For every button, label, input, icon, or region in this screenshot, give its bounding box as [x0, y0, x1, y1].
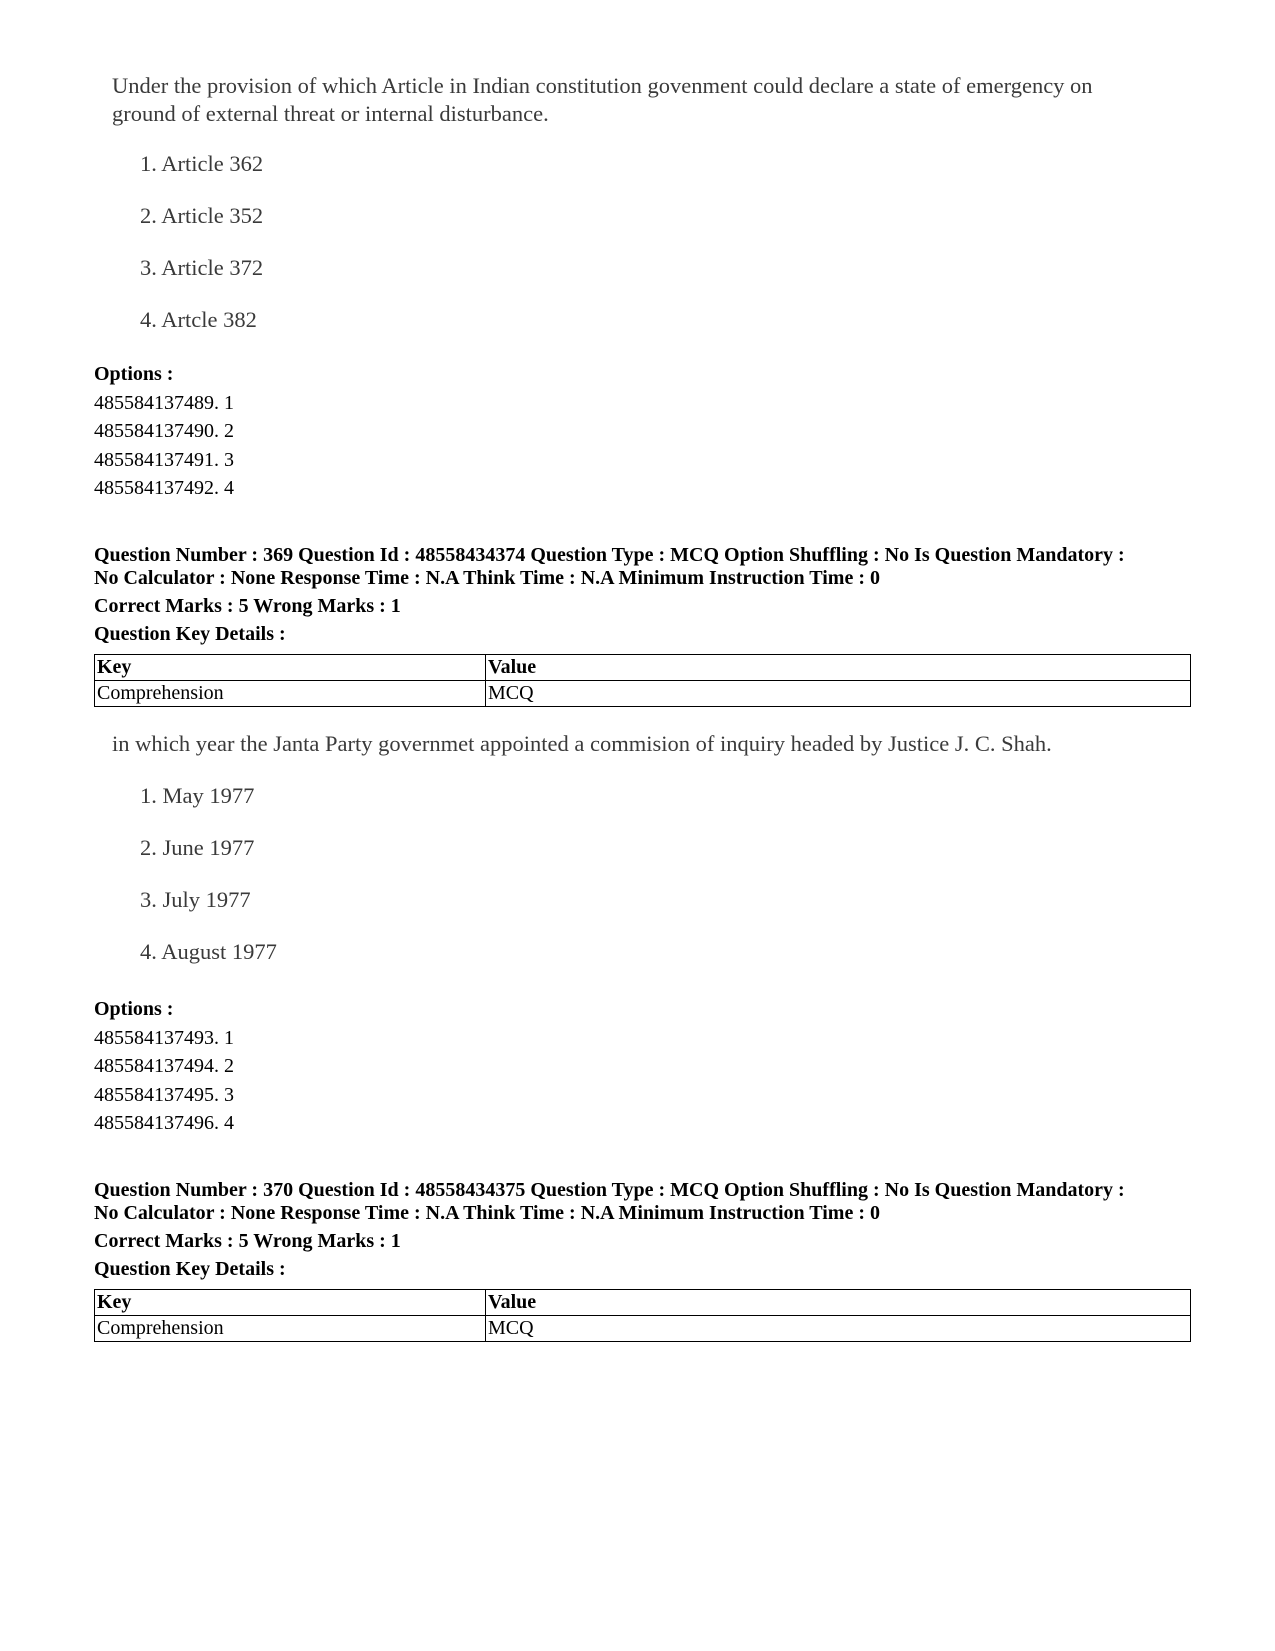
- option-id: 485584137490. 2: [94, 420, 234, 442]
- option-id: 485584137491. 3: [94, 448, 234, 471]
- options-block-368: [94, 360, 234, 503]
- question-369-header: [94, 544, 1125, 646]
- question-header-line: Question Number : 370 Question Id : 48558434375 Question Type : MCQ Option Shuffling : No Is Question Mandatory :: [94, 1179, 1125, 1201]
- table-header-cell: Value: [486, 655, 1191, 681]
- table-cell: Comprehension: [95, 681, 486, 707]
- option-id: 485584137492. 4: [94, 477, 234, 499]
- table-cell: MCQ: [486, 1316, 1191, 1342]
- question-header-line: No Calculator : None Response Time : N.A Think Time : N.A Minimum Instruction Time : 0: [94, 1202, 880, 1224]
- table-cell: MCQ: [486, 681, 1191, 707]
- key-details-label: Question Key Details :: [94, 623, 286, 645]
- table-row: [95, 681, 1191, 707]
- choice-1: 1. May 1977: [140, 783, 255, 808]
- table-header-cell: Value: [486, 1290, 1191, 1316]
- choice-4: 4. Artcle 382: [140, 307, 257, 332]
- question-header-line: No Calculator : None Response Time : N.A Think Time : N.A Minimum Instruction Time : 0: [94, 567, 880, 589]
- choice-3: 3. Article 372: [140, 255, 264, 280]
- table-header-cell: Key: [95, 655, 486, 681]
- choice-4: 4. August 1977: [140, 939, 277, 964]
- options-label: Options :: [94, 363, 174, 385]
- question-key-table: [94, 654, 1191, 707]
- option-id: 485584137496. 4: [94, 1112, 234, 1134]
- question-key-table: [94, 1289, 1191, 1342]
- table-header-cell: Key: [95, 1290, 486, 1316]
- options-label: Options :: [94, 998, 174, 1020]
- options-block-369: [94, 995, 234, 1138]
- option-id: 485584137493. 1: [94, 1026, 234, 1049]
- table-header-row: [95, 655, 1191, 681]
- option-id: 485584137495. 3: [94, 1083, 234, 1106]
- question-stem: Under the provision of which Article in Indian constitution govenment could declare a state of emergency on ground of external threat or internal disturbance.: [112, 73, 1093, 126]
- key-details-label: Question Key Details :: [94, 1258, 286, 1280]
- table-header-row: [95, 1290, 1191, 1316]
- question-stem: in which year the Janta Party governmet appointed a commision of inquiry headed by Justice J. C. Shah.: [112, 731, 1052, 756]
- marks-line: Correct Marks : 5 Wrong Marks : 1: [94, 1230, 401, 1252]
- choice-1: 1. Article 362: [140, 151, 264, 176]
- marks-line: Correct Marks : 5 Wrong Marks : 1: [94, 595, 401, 617]
- choice-3: 3. July 1977: [140, 887, 251, 912]
- question-370-header: [94, 1179, 1125, 1281]
- question-header-line: Question Number : 369 Question Id : 48558434374 Question Type : MCQ Option Shuffling : No Is Question Mandatory :: [94, 544, 1125, 566]
- option-id: 485584137494. 2: [94, 1055, 234, 1077]
- choice-2: 2. Article 352: [140, 203, 264, 228]
- question-368-image: [112, 72, 1192, 362]
- option-id: 485584137489. 1: [94, 391, 234, 414]
- table-row: [95, 1316, 1191, 1342]
- table-cell: Comprehension: [95, 1316, 486, 1342]
- choice-2: 2. June 1977: [140, 835, 255, 860]
- question-369-image: [112, 730, 1192, 980]
